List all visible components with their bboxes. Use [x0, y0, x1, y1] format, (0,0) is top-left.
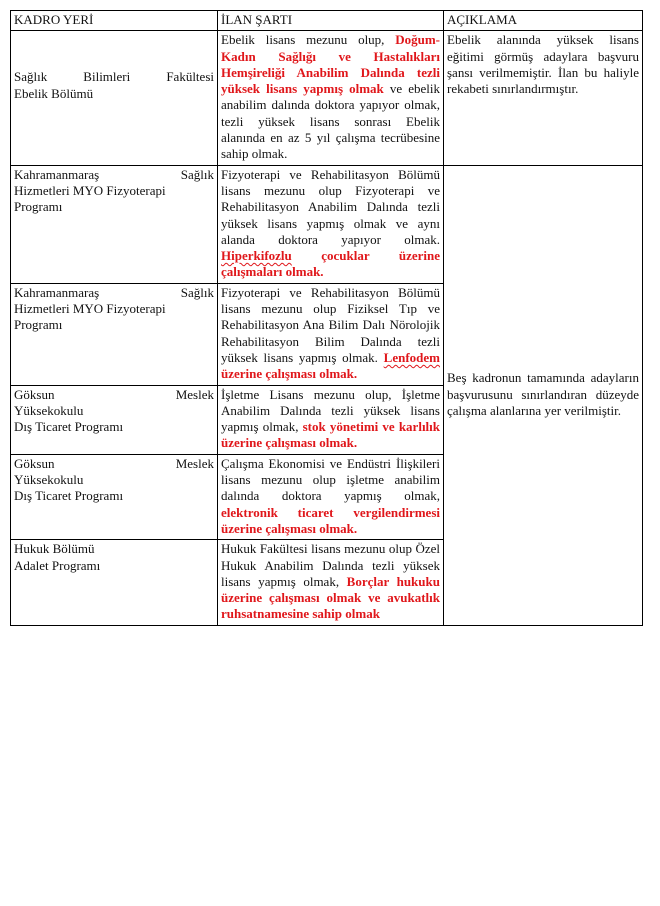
header-ilan-sarti: İLAN ŞARTI	[218, 11, 444, 31]
kadro-line: Dış Ticaret Programı	[14, 488, 124, 504]
kadro-line: Yüksekokulu	[14, 402, 84, 418]
ilan-text: ve ebelik anabilim dalında doktora yapıyor olmak, tezli yüksek lisans sonrası Ebelik alanında en az 5 yıl çalışma tecrübesine sahip olmak.	[221, 81, 440, 162]
ilan-text: Fizyoterapi ve Rehabilitasyon Bölümü lisans mezunu olup Fizyoterapi ve Rehabilitasyon Anabilim Dalında tezli yüksek lisans yapmış olmak ve aynı alanda doktora yapıyor olmak.	[221, 166, 440, 247]
ilan-highlight: üzerine çalışması olmak.	[221, 366, 358, 382]
ilan-text: Ebelik lisans mezunu olup,	[221, 32, 396, 48]
ilan-highlight: stok yönetimi ve karlılık üzerine çalışması olmak.	[221, 419, 441, 451]
kadro-line: Kahramanmaraş Sağlık	[14, 284, 214, 300]
ilan-text: Hukuk Fakültesi lisans mezunu olup Özel Hukuk Anabilim Dalında tezli yüksek lisans yapmış olmak,	[221, 541, 440, 589]
kadro-line: Programı	[14, 317, 63, 333]
kadro-line: Programı	[14, 199, 63, 215]
ilan-text: Fizyoterapi ve Rehabilitasyon Bölümü lisans mezunu olup Fiziksel Tıp ve Rehabilitasyon Ana Bilim Dalı Nörolojik Rehabilitasyon Bilim Dalında tezli yüksek lisans yapmış olmak.	[221, 284, 440, 365]
kadro-line: Hukuk Bölümü	[14, 541, 95, 557]
ilan-sarti-cell	[218, 385, 444, 454]
ilan-highlight-misspelled: Hiperkifozlu	[221, 248, 292, 264]
ilan-highlight: çocuklar üzerine çalışmaları olmak.	[221, 248, 440, 280]
ilan-text: Çalışma Ekonomisi ve Endüstri İlişkileri lisans mezunu olup işletme anabilim dalında doktora yapmış olmak,	[221, 455, 440, 504]
kadro-table	[10, 10, 643, 626]
kadro-yeri-cell	[11, 283, 218, 385]
header-aciklama: AÇIKLAMA	[444, 11, 643, 31]
aciklama-cell: Ebelik alanında yüksek lisans eğitimi görmüş adaylara başvuru şansı verilmemiştir. İlan bu haliyle rekabeti sınırlandırmıştır.	[444, 31, 643, 165]
table-row	[11, 31, 643, 165]
ilan-highlight-misspelled: Lenfodem	[383, 349, 440, 365]
kadro-line: Sağlık Bilimleri Fakültesi	[14, 69, 214, 85]
ilan-sarti-cell	[218, 283, 444, 385]
kadro-line: Kahramanmaraş Sağlık	[14, 166, 214, 182]
kadro-line: Ebelik Bölümü	[14, 85, 94, 101]
kadro-line: Yüksekokulu	[14, 472, 84, 488]
kadro-line: Adalet Programı	[14, 557, 101, 573]
kadro-line: Göksun Meslek	[14, 455, 214, 471]
kadro-yeri-cell	[11, 540, 218, 625]
kadro-line: Hizmetleri MYO Fizyoterapi	[14, 182, 166, 198]
kadro-yeri-cell	[11, 165, 218, 283]
kadro-yeri-cell	[11, 31, 218, 165]
ilan-text: İşletme Lisans mezunu olup, İşletme Anabilim Dalında tezli yüksek lisans yapmış olmak,	[221, 386, 440, 435]
kadro-line: Göksun Meslek	[14, 386, 214, 402]
header-row	[11, 11, 643, 31]
ilan-highlight: Doğum-Kadın Sağlığı ve Hastalıkları Hemşireliği Anabilim Dalında tezli yüksek lisans yapmış olmak	[221, 32, 440, 97]
ilan-sarti-cell	[218, 540, 444, 625]
kadro-line: Hizmetleri MYO Fizyoterapi	[14, 301, 166, 317]
ilan-sarti-cell	[218, 31, 444, 165]
ilan-sarti-cell	[218, 165, 444, 283]
kadro-yeri-cell	[11, 385, 218, 454]
ilan-sarti-cell	[218, 454, 444, 539]
table-row	[11, 165, 643, 283]
aciklama-merged-cell: Beş kadronun tamamında adayların başvurusunu sınırlandıran düzeyde çalışma alanlarına yer verilmiştir.	[444, 165, 643, 625]
ilan-highlight: Borçlar hukuku üzerine çalışması olmak ve avukatlık ruhsatnamesine sahip olmak	[221, 573, 440, 622]
ilan-highlight: elektronik ticaret vergilendirmesi üzerine çalışması olmak.	[221, 504, 440, 536]
kadro-line: Dış Ticaret Programı	[14, 419, 124, 435]
header-kadro-yeri: KADRO YERİ	[11, 11, 218, 31]
kadro-yeri-cell	[11, 454, 218, 539]
